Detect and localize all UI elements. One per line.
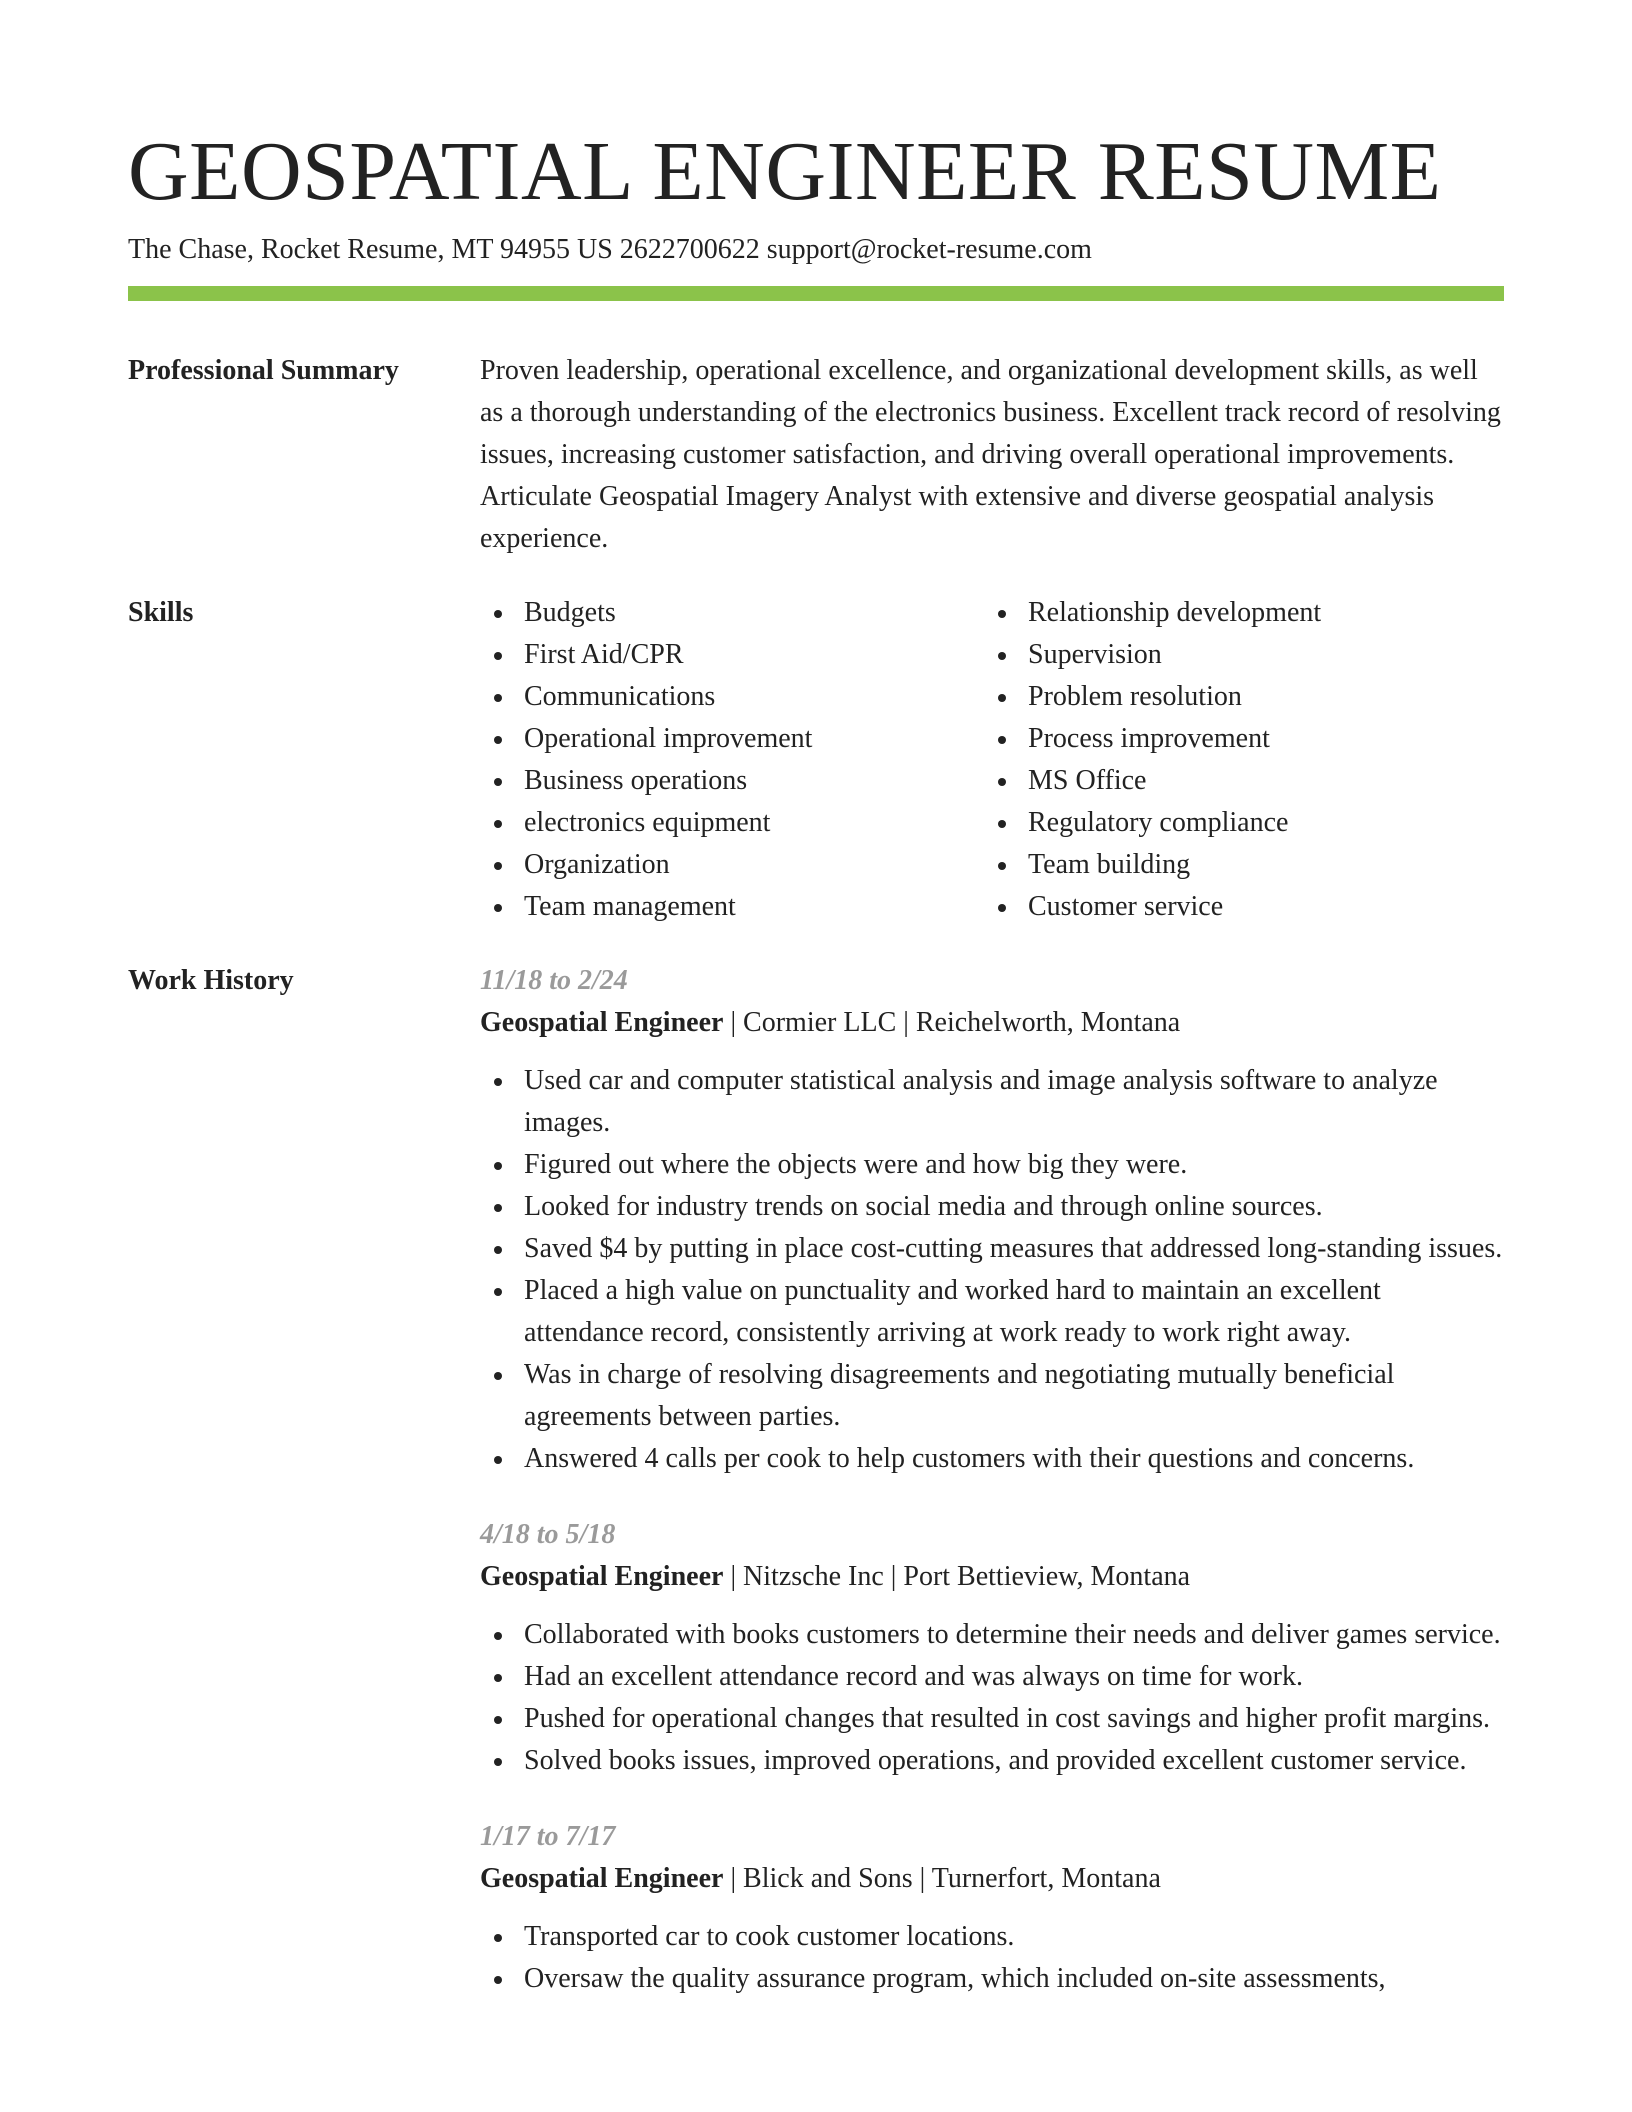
job-duty: Saved $4 by putting in place cost-cutting measures that addressed long-standing issues.	[480, 1228, 1504, 1270]
job-dates: 11/18 to 2/24	[480, 965, 628, 996]
job-heading	[480, 1556, 1504, 1598]
skill-item: Team management	[480, 886, 812, 928]
job-dates: 1/17 to 7/17	[480, 1821, 616, 1852]
job-duty: Was in charge of resolving disagreements and negotiating mutually beneficial agreements between parties.	[480, 1354, 1504, 1438]
header-divider	[128, 286, 1504, 301]
job-employer-location: | Cormier LLC | Reichelworth, Montana	[723, 1007, 1181, 1038]
job-duty: Placed a high value on punctuality and worked hard to maintain an excellent attendance record, consistently arriving at work ready to work right away.	[480, 1270, 1504, 1354]
job-duty: Oversaw the quality assurance program, which included on-site assessments,	[480, 1958, 1504, 2000]
job-duty: Used car and computer statistical analysis and image analysis software to analyze images.	[480, 1060, 1504, 1144]
job-heading	[480, 1858, 1504, 1900]
job-title: Geospatial Engineer	[480, 1863, 724, 1894]
contact-line: The Chase, Rocket Resume, MT 94955 US 2622700622 support@rocket-resume.com	[128, 234, 1092, 265]
skill-item: Business operations	[480, 760, 812, 802]
job-entry	[480, 960, 1504, 1480]
job-duty: Had an excellent attendance record and was always on time for work.	[480, 1656, 1504, 1698]
job-employer-location: | Nitzsche Inc | Port Bettieview, Montana	[723, 1561, 1191, 1592]
job-duties	[480, 1060, 1504, 1480]
job-title: Geospatial Engineer	[480, 1007, 724, 1038]
skill-item: Supervision	[984, 634, 1321, 676]
skill-item: MS Office	[984, 760, 1321, 802]
work-history-section	[480, 960, 1504, 2000]
skill-item: Problem resolution	[984, 676, 1321, 718]
job-employer-location: | Blick and Sons | Turnerfort, Montana	[723, 1863, 1161, 1894]
skills-list-right	[984, 592, 1321, 928]
job-duty: Looked for industry trends on social media and through online sources.	[480, 1186, 1504, 1228]
job-duty: Answered 4 calls per cook to help customers with their questions and concerns.	[480, 1438, 1504, 1480]
job-duty: Solved books issues, improved operations, and provided excellent customer service.	[480, 1740, 1504, 1782]
skill-item: Budgets	[480, 592, 812, 634]
work-history-label: Work History	[128, 965, 294, 996]
job-duty: Collaborated with books customers to determine their needs and deliver games service.	[480, 1614, 1504, 1656]
skill-item: Organization	[480, 844, 812, 886]
skill-item: Operational improvement	[480, 718, 812, 760]
skill-item: Customer service	[984, 886, 1321, 928]
skill-item: Process improvement	[984, 718, 1321, 760]
skill-item: First Aid/CPR	[480, 634, 812, 676]
skill-item: Communications	[480, 676, 812, 718]
job-duty: Transported car to cook customer locations.	[480, 1916, 1504, 1958]
job-entry	[480, 1514, 1504, 1782]
summary-label: Professional Summary	[128, 355, 399, 386]
job-duties	[480, 1614, 1504, 1782]
job-entry	[480, 1816, 1504, 2000]
skill-item: Regulatory compliance	[984, 802, 1321, 844]
job-duty: Pushed for operational changes that resulted in cost savings and higher profit margins.	[480, 1698, 1504, 1740]
summary-text: Proven leadership, operational excellence, and organizational development skills, as well as a thorough understanding of the electronics business. Excellent track record of resolving issues, increasing customer satisfaction, and driving overall operational improvements. Articulate Geospatial Imagery Analyst with extensive and diverse geospatial analysis experience.	[480, 355, 1501, 554]
job-heading	[480, 1002, 1504, 1044]
skill-item: electronics equipment	[480, 802, 812, 844]
skill-item: Relationship development	[984, 592, 1321, 634]
skills-label: Skills	[128, 597, 194, 628]
job-title: Geospatial Engineer	[480, 1561, 724, 1592]
resume-title: GEOSPATIAL ENGINEER RESUME	[128, 125, 1442, 218]
skill-item: Team building	[984, 844, 1321, 886]
summary-section	[480, 350, 1504, 560]
job-dates: 4/18 to 5/18	[480, 1519, 616, 1550]
job-duties	[480, 1916, 1504, 2000]
skills-list-left	[480, 592, 812, 928]
job-duty: Figured out where the objects were and how big they were.	[480, 1144, 1504, 1186]
